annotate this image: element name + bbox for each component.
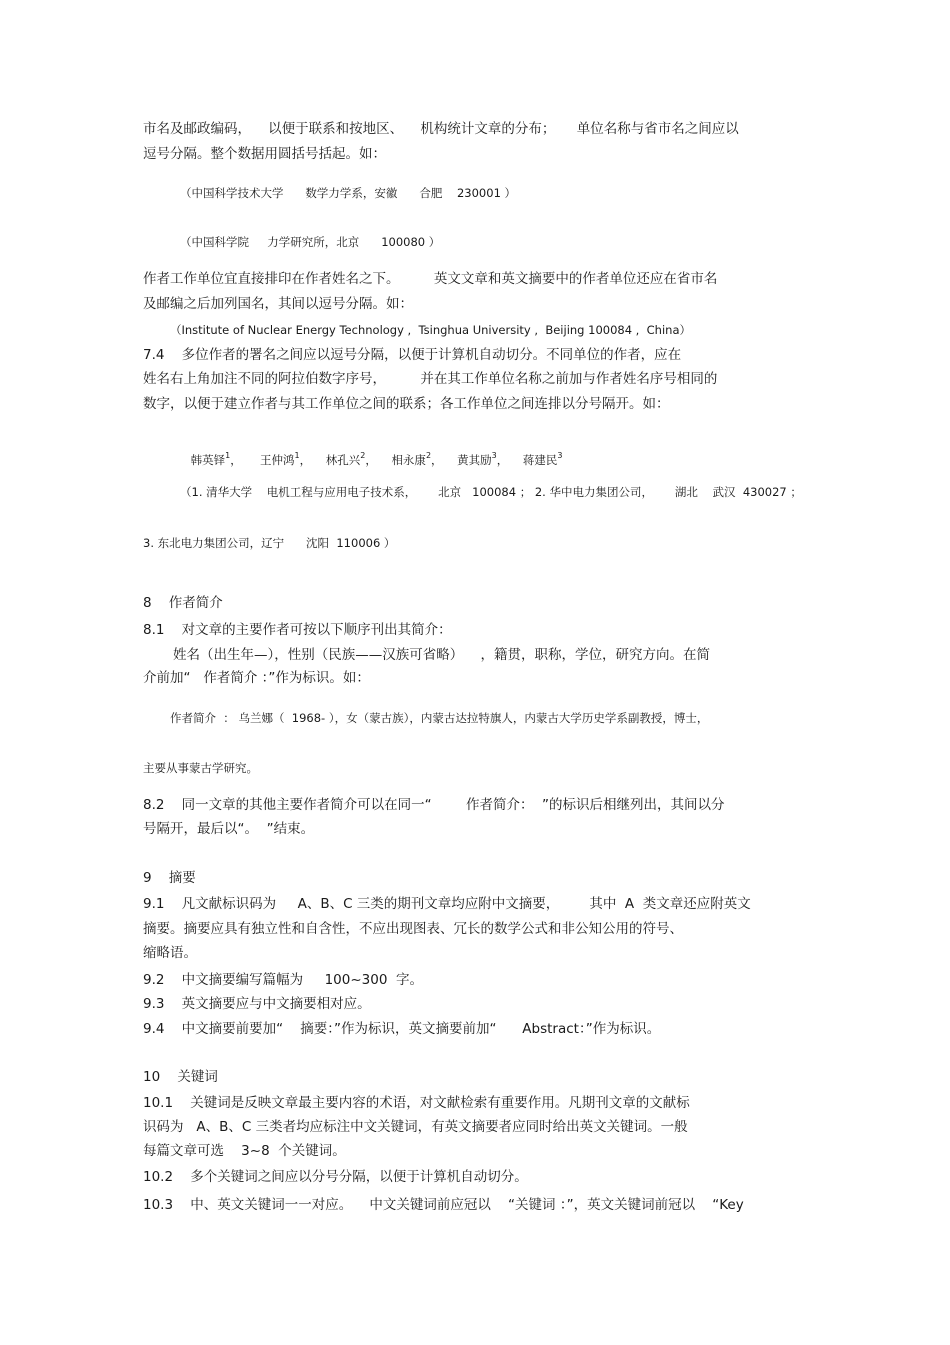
clause-10-3: 10.3 中、英文关键词一一对应。 中文关键词前应冠以 “关键词 ：”，英文关键词前冠以 “Key: [143, 1197, 744, 1213]
author-index: 1: [294, 451, 300, 460]
section-heading-10: 10 关键词: [143, 1069, 218, 1085]
clause-9-3: 9.3 英文摘要应与中文摘要相对应。: [143, 996, 371, 1012]
text-line: 介前加“ 作者简介 ：”作为标识。如：: [143, 670, 370, 686]
text-line: 每篇文章可选 3~8 个关键词。: [143, 1143, 346, 1159]
address-example-english: （Institute of Nuclear Energy Technology , Tsinghua University , Beijing 100084 , China）: [170, 323, 691, 337]
text-line: 市名及邮政编码， 以便于联系和按地区、 机构统计文章的分布； 单位名称与省市名之间应以: [143, 121, 739, 137]
author-list: 韩英铎$^1$， 王仲鸿$^1$， 林孔兴$^2$， 相永康$^2$， 黄其励$^3$， 蒋建民$^3$: [190, 451, 563, 467]
author-index: 3: [557, 451, 563, 460]
author-name: 黄其励: [457, 453, 492, 467]
clause-10-1: 10.1 关键词是反映文章最主要内容的术语，对文献检索有重要作用。凡期刊文章的文献标: [143, 1095, 690, 1111]
text-line: 数字，以便于建立作者与其工作单位之间的联系；各工作单位之间连排以分号隔开。如：: [143, 396, 670, 412]
address-example: （中国科学技术大学 数学力学系，安徽 合肥 230001 ）: [180, 186, 517, 200]
text-line: 姓名右上角加注不同的阿拉伯数字序号， 并在其工作单位名称之前加与作者姓名序号相同的: [143, 371, 718, 387]
bio-example: 作者简介 ： 乌兰娜（ 1968- ），女（蒙古族），内蒙古达拉特旗人，内蒙古大学历史学系副教授，博士，: [170, 711, 709, 725]
clause-8-1: 8.1 对文章的主要作者可按以下顺序刊出其简介：: [143, 622, 452, 638]
address-example: （中国科学院 力学研究所，北京 100080 ）: [180, 235, 441, 249]
author-index: 2: [425, 451, 432, 460]
clause-10-2: 10.2 多个关键词之间应以分号分隔，以便于计算机自动切分。: [143, 1169, 528, 1185]
affiliation-line: （1. 清华大学 电机工程与应用电子技术系， 北京 100084 ； 2. 华中电力集团公司， 湖北 武汉 430027 ；: [180, 485, 802, 499]
text-line: 缩略语。: [143, 945, 197, 961]
clause-8-2: 8.2 同一文章的其他主要作者简介可以在同一“ 作者简介： ”的标识后相继列出，其间以分: [143, 797, 725, 813]
section-heading-9: 9 摘要: [143, 870, 196, 886]
text-line: 姓名（出生年—），性别（民族——汉族可省略） ，籍贯，职称，学位，研究方向。在简: [143, 647, 710, 663]
author-index: 3: [491, 451, 497, 460]
text-line: 及邮编之后加列国名，其间以逗号分隔。如：: [143, 296, 413, 312]
clause-7-4: 7.4 多位作者的署名之间应以逗号分隔，以便于计算机自动切分。不同单位的作者，应在: [143, 347, 682, 363]
author-index: 1: [225, 451, 231, 460]
author-name: 蒋建民: [522, 453, 558, 467]
clause-9-1: 9.1 凡文献标识码为 A、B、C 三类的期刊文章均应附中文摘要， 其中 A 类文章还应附英文: [143, 896, 751, 912]
author-name: 林孔兴: [325, 453, 361, 467]
author-name: 王仲鸿: [260, 453, 295, 467]
text-line: 逗号分隔。整个数据用圆括号括起。如：: [143, 146, 386, 162]
clause-9-2: 9.2 中文摘要编写篇幅为 100~300 字。: [143, 972, 424, 988]
text-line: 识码为 A、B、C 三类者均应标注中文关键词，有英文摘要者应同时给出英文关键词。一般: [143, 1119, 688, 1135]
section-heading-8: 8 作者简介: [143, 595, 223, 611]
author-name: 韩英铎: [190, 453, 226, 467]
text-line: 摘要。摘要应具有独立性和自含性，不应出现图表、冗长的数学公式和非公知公用的符号、: [143, 921, 683, 937]
bio-example: 主要从事蒙古学研究。: [143, 761, 258, 775]
text-line: 作者工作单位宜直接排印在作者姓名之下。 英文文章和英文摘要中的作者单位还应在省市名: [143, 271, 718, 287]
clause-9-4: 9.4 中文摘要前要加“ 摘要：”作为标识，英文摘要前加“ Abstract：”作为标识。: [143, 1021, 661, 1037]
author-name: 相永康: [391, 453, 426, 467]
affiliation-line: 3. 东北电力集团公司，辽宁 沈阳 110006 ）: [143, 536, 396, 550]
author-index: 2: [360, 451, 366, 460]
text-line: 号隔开，最后以“。 ”结束。: [143, 821, 315, 837]
